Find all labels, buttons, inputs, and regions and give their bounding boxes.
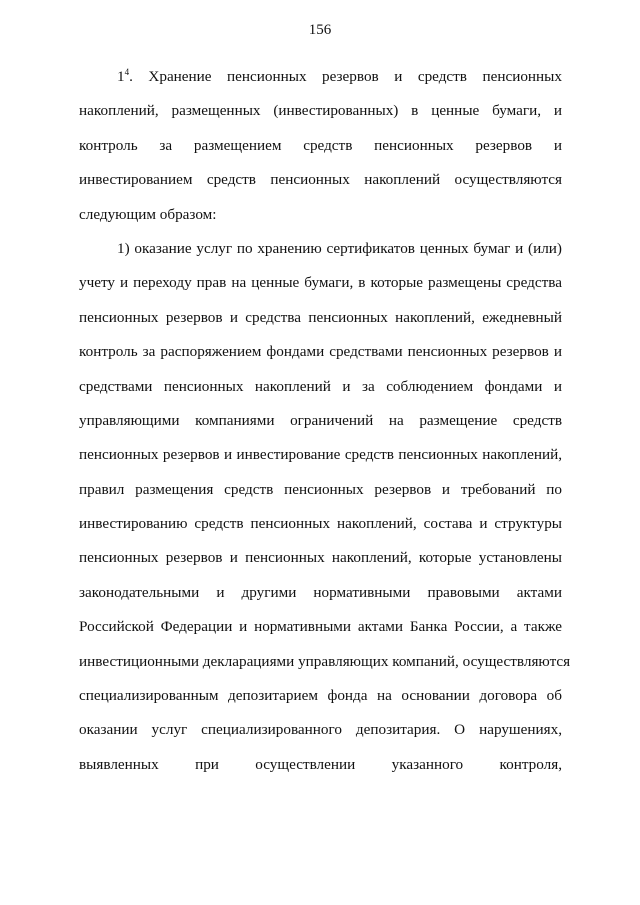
text-line: инвестированию средств пенсионных накоплений, состава и структуры <box>79 515 562 533</box>
document-body <box>79 60 571 782</box>
text-line: учету и переходу прав на ценные бумаги, в которые размещены средства <box>79 274 562 292</box>
text-line: выявленных при осуществлении указанного контроля, <box>79 755 562 773</box>
text-line: управляющими компаниями ограничений на размещение средств <box>79 411 562 429</box>
text-line: пенсионных резервов и средства пенсионных накоплений, ежедневный <box>79 308 562 326</box>
text-line: законодательными и другими нормативными правовыми актами <box>79 583 562 601</box>
page-number: 156 <box>308 22 332 38</box>
paragraph-1-line-1 <box>79 60 562 94</box>
paragraph-2 <box>79 232 571 782</box>
text-line: контроль за распоряжением фондами средствами пенсионных резервов и <box>79 343 562 361</box>
text-line: правил размещения средств пенсионных резервов и требований по <box>79 480 562 498</box>
text-line: контроль за размещением средств пенсионных резервов и <box>79 136 562 154</box>
paragraph-1 <box>79 60 562 232</box>
text-line: следующим образом: <box>79 205 217 223</box>
text-line: пенсионных резервов и пенсионных накоплений, которые установлены <box>79 549 562 567</box>
text-line: 1) оказание услуг по хранению сертификатов ценных бумаг и (или) <box>117 239 562 257</box>
text-line: Российской Федерации и нормативными актами Банка России, а также <box>79 618 562 636</box>
clause-number: 1 <box>117 68 125 85</box>
text-line: инвестированием средств пенсионных накоплений осуществляются <box>79 171 562 189</box>
clause-superscript: 4 <box>124 66 130 77</box>
text-line: пенсионных резервов и инвестирование средств пенсионных накоплений, <box>79 446 562 464</box>
text-line: . Хранение пенсионных резервов и средств пенсионных <box>129 68 562 85</box>
text-line: оказании услуг специализированного депозитария. О нарушениях, <box>79 721 562 739</box>
text-line: средствами пенсионных накоплений и за соблюдением фондами и <box>79 377 562 395</box>
text-line: инвестиционными декларациями управляющих компаний, осуществляются <box>79 652 571 670</box>
text-line: специализированным депозитарием фонда на основании договора об <box>79 687 562 705</box>
text-line: накоплений, размещенных (инвестированных) в ценные бумаги, и <box>79 102 562 120</box>
